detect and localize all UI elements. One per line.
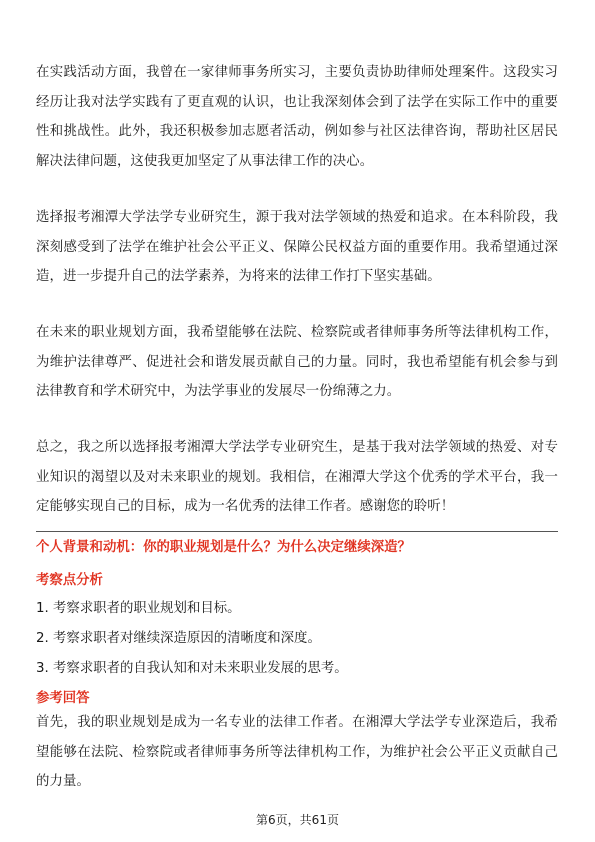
analysis-list xyxy=(36,594,558,684)
body-paragraph: 总之，我之所以选择报考湘潭大学法学专业研究生，是基于我对法学领域的热爱、对专业知识的渴望以及对未来职业的规划。我相信，在湘潭大学这个优秀的学术平台，我一定能够实现自己的目标，成为一名优秀的法律工作者。感谢您的聆听！ xyxy=(36,440,558,514)
body-paragraph: 在实践活动方面，我曾在一家律师事务所实习，主要负责协助律师处理案件。这段实习经历让我对法学实践有了更直观的认识，也让我深刻体会到了法学在实际工作中的重要性和挑战性。此外，我还积极参加志愿者活动，例如参与社区法律咨询，帮助社区居民解决法律问题，这使我更加坚定了从事法律工作的决心。 xyxy=(36,65,558,169)
list-item: 2. 考察求职者对继续深造原因的清晰度和深度。 xyxy=(36,631,321,646)
question-title: 个人背景和动机：你的职业规划是什么？为什么决定继续深造？ xyxy=(36,540,411,555)
body-paragraph: 在未来的职业规划方面，我希望能够在法院、检察院或者律师事务所等法律机构工作，为维护法律尊严、促进社会和谐发展贡献自己的力量。同时，我也希望能有机会参与到法律教育和学术研究中，为法学事业的发展尽一份绵薄之力。 xyxy=(36,325,558,399)
page-number: 第6页，共61页 xyxy=(256,813,339,827)
answer-heading: 参考回答 xyxy=(36,691,90,706)
list-item: 3. 考察求职者的自我认知和对未来职业发展的思考。 xyxy=(36,661,348,676)
body-paragraph: 选择报考湘潭大学法学专业研究生，源于我对法学领域的热爱和追求。在本科阶段，我深刻感受到了法学在维护社会公平正义、保障公民权益方面的重要作用。我希望通过深造，进一步提升自己的法学素养，为将来的法律工作打下坚实基础。 xyxy=(36,210,558,284)
section-divider xyxy=(36,531,558,532)
list-item: 1. 考察求职者的职业规划和目标。 xyxy=(36,601,241,616)
answer-paragraph: 首先，我的职业规划是成为一名专业的法律工作者。在湘潭大学法学专业深造后，我希望能够在法院、检察院或者律师事务所等法律机构工作，为维护社会公平正义贡献自己的力量。 xyxy=(36,715,558,789)
analysis-heading: 考察点分析 xyxy=(36,573,103,588)
